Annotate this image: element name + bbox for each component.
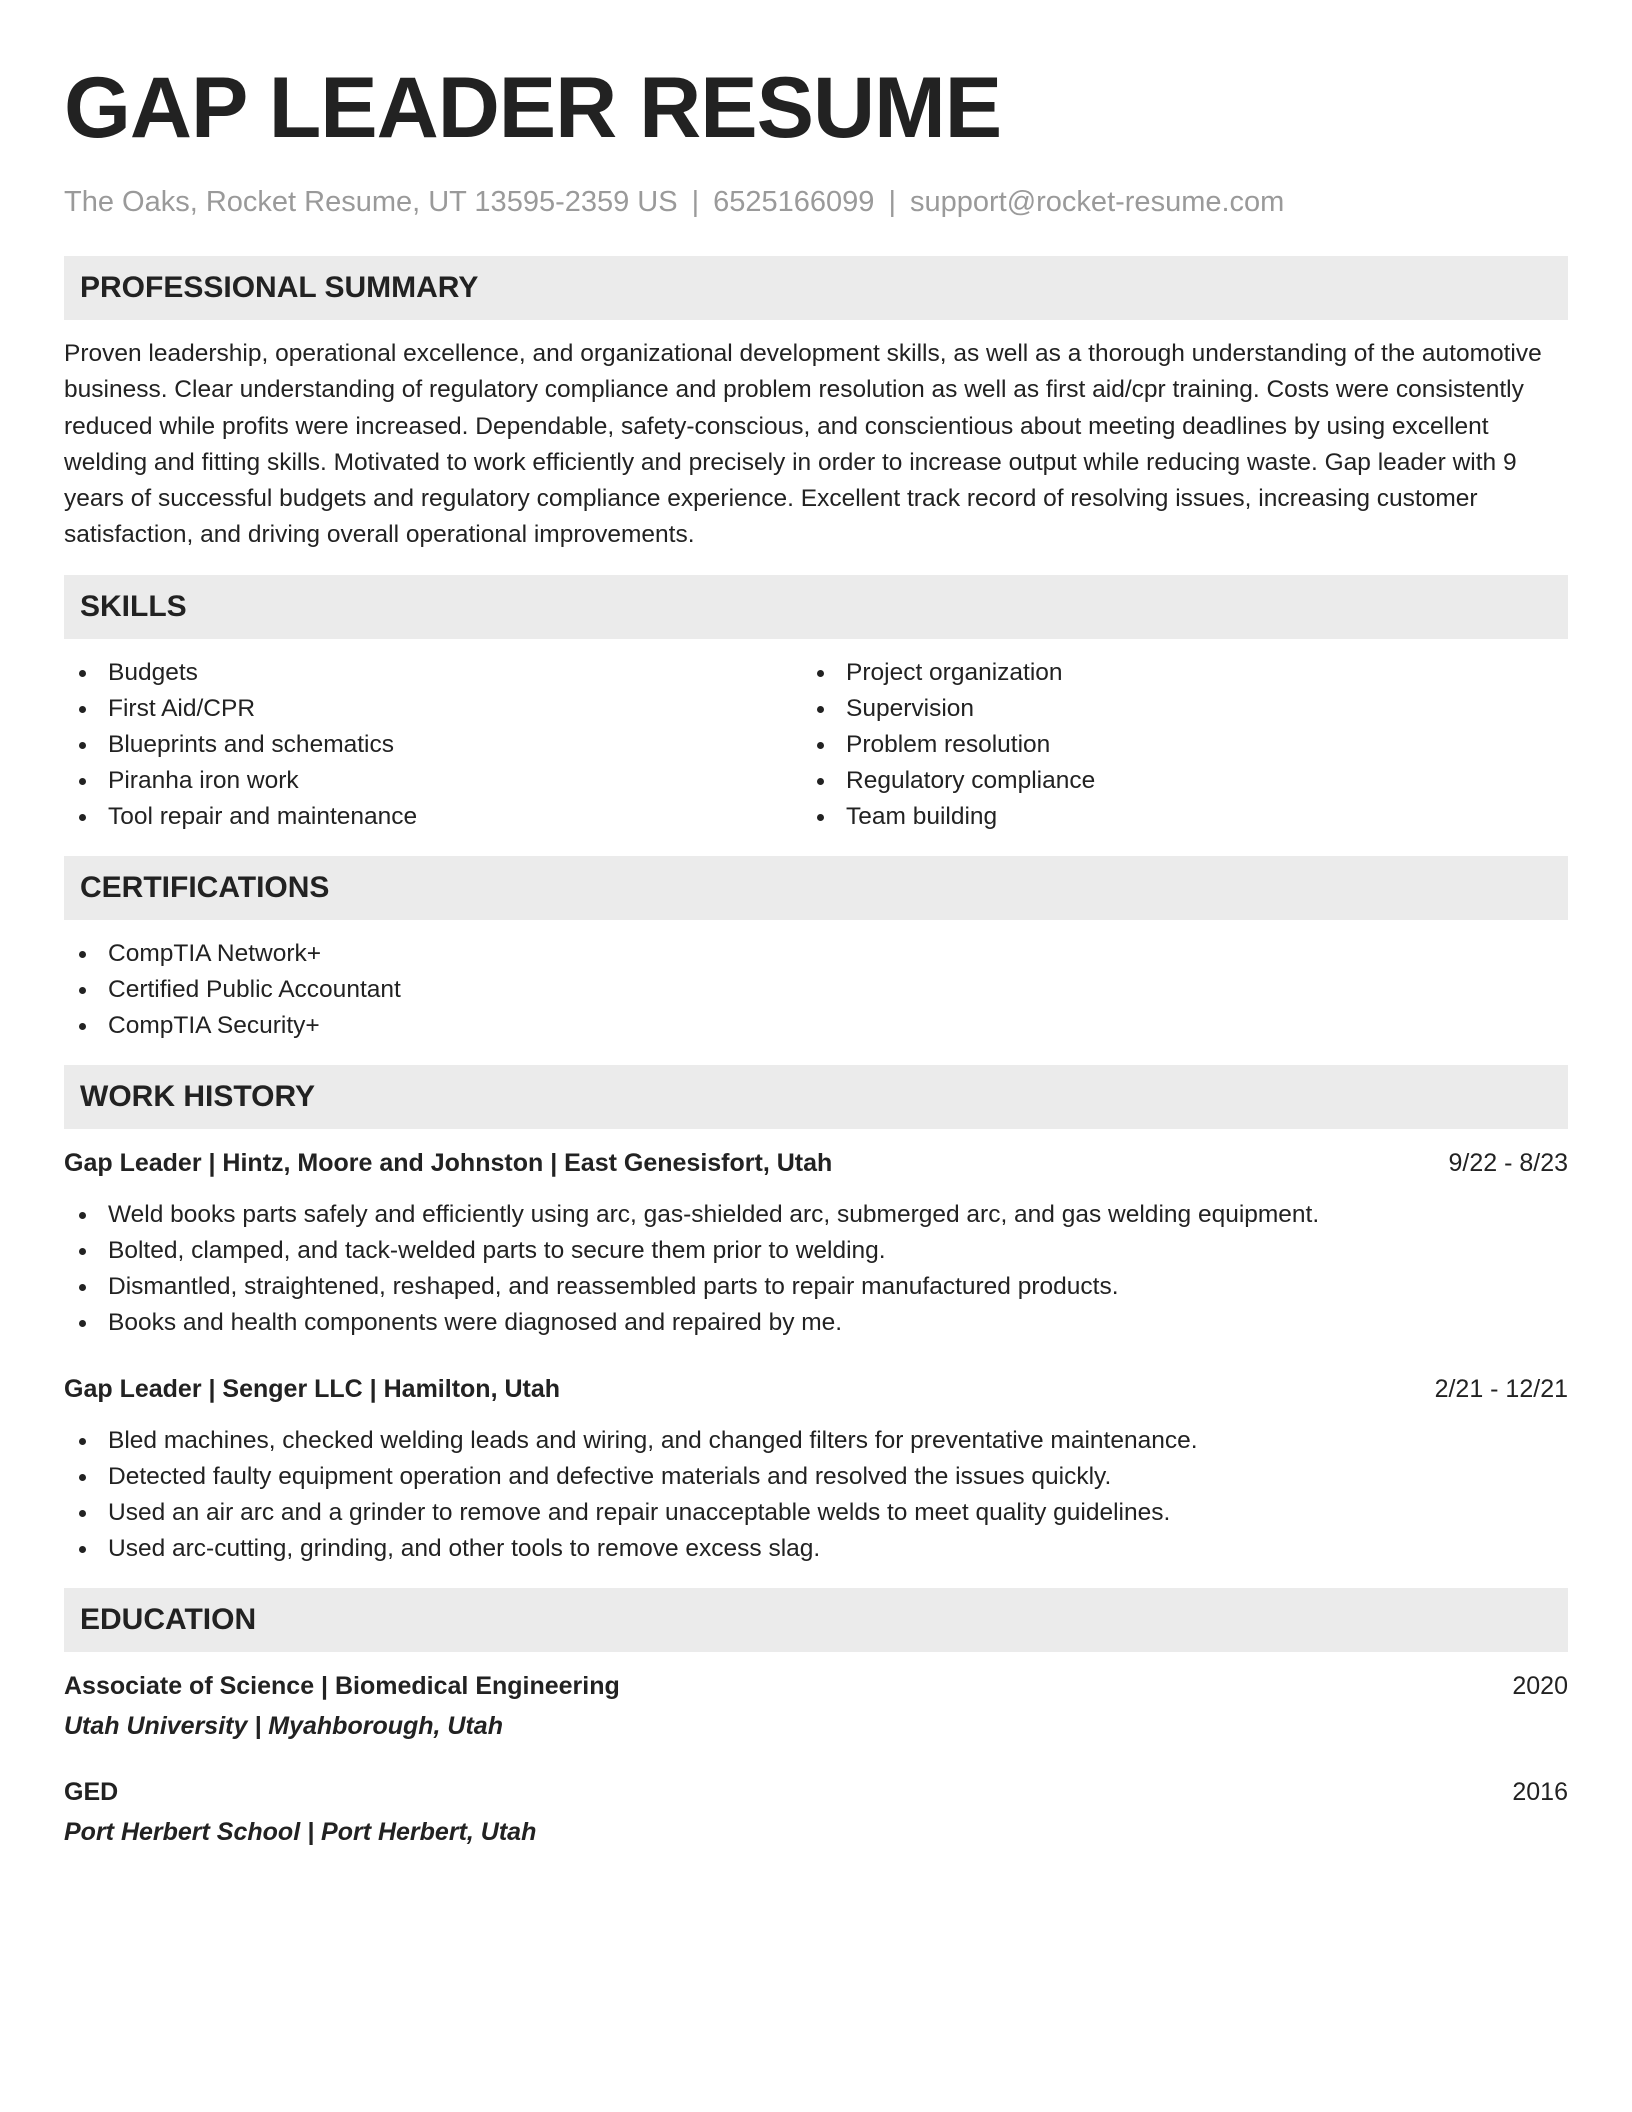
job-title: Gap Leader | Hintz, Moore and Johnston | East Genesisfort, Utah	[64, 1148, 833, 1177]
contact-line	[64, 184, 1568, 220]
education-header	[64, 1774, 1568, 1810]
job-duty-item: Bled machines, checked welding leads and wiring, and changed filters for preventative maintenance.	[64, 1423, 1568, 1459]
contact-address: The Oaks, Rocket Resume, UT 13595-2359 US	[64, 186, 678, 218]
skill-item: Supervision	[802, 691, 1540, 727]
work-history-heading: WORK HISTORY	[64, 1065, 1568, 1129]
job-title: Gap Leader | Senger LLC | Hamilton, Utah	[64, 1374, 561, 1403]
summary-heading: PROFESSIONAL SUMMARY	[64, 256, 1568, 320]
job-duty-item: Detected faulty equipment operation and defective materials and resolved the issues quickly.	[64, 1459, 1568, 1495]
skills-column-left	[64, 655, 802, 835]
education-school: Port Herbert School | Port Herbert, Utah	[64, 1817, 537, 1846]
job-duties-list	[64, 1423, 1568, 1567]
skills-column-right	[802, 655, 1540, 835]
job-duty-item: Weld books parts safely and efficiently using arc, gas-shielded arc, submerged arc, and gas welding equipment.	[64, 1197, 1568, 1233]
contact-separator: |	[888, 186, 896, 218]
job-dates: 2/21 - 12/21	[1434, 1374, 1568, 1403]
skill-item: First Aid/CPR	[64, 691, 802, 727]
certification-item: Certified Public Accountant	[64, 972, 1568, 1008]
contact-phone: 6525166099	[713, 186, 875, 218]
education-degree: GED	[64, 1777, 119, 1806]
job-duty-item: Books and health components were diagnosed and repaired by me.	[64, 1305, 1568, 1341]
resume-title: GAP LEADER RESUME	[64, 60, 1002, 156]
job-entry	[64, 1371, 1568, 1567]
education-year: 2016	[1512, 1777, 1568, 1806]
certifications-heading: CERTIFICATIONS	[64, 856, 1568, 920]
education-degree: Associate of Science | Biomedical Engineering	[64, 1671, 620, 1700]
skill-item: Regulatory compliance	[802, 763, 1540, 799]
job-dates: 9/22 - 8/23	[1448, 1148, 1568, 1177]
skill-item: Team building	[802, 799, 1540, 835]
education-entry	[64, 1668, 1568, 1744]
education-header	[64, 1668, 1568, 1704]
certification-item: CompTIA Network+	[64, 936, 1568, 972]
skill-item: Piranha iron work	[64, 763, 802, 799]
certifications-list	[64, 936, 1568, 1044]
job-duty-item: Dismantled, straightened, reshaped, and reassembled parts to repair manufactured products.	[64, 1269, 1568, 1305]
education-year: 2020	[1512, 1671, 1568, 1700]
contact-email: support@rocket-resume.com	[909, 186, 1285, 218]
job-header	[64, 1145, 1568, 1181]
job-entry	[64, 1145, 1568, 1341]
job-duties-list	[64, 1197, 1568, 1341]
job-duty-item: Bolted, clamped, and tack-welded parts to secure them prior to welding.	[64, 1233, 1568, 1269]
contact-separator: |	[691, 186, 700, 218]
skill-item: Budgets	[64, 655, 802, 691]
job-duty-item: Used an air arc and a grinder to remove and repair unacceptable welds to meet quality guidelines.	[64, 1495, 1568, 1531]
education-entry	[64, 1774, 1568, 1850]
job-header	[64, 1371, 1568, 1407]
education-school: Utah University | Myahborough, Utah	[64, 1711, 503, 1740]
skill-item: Problem resolution	[802, 727, 1540, 763]
skills-list	[64, 655, 1568, 835]
education-heading: EDUCATION	[64, 1588, 1568, 1652]
skill-item: Project organization	[802, 655, 1540, 691]
job-duty-item: Used arc-cutting, grinding, and other tools to remove excess slag.	[64, 1531, 1568, 1567]
summary-text: Proven leadership, operational excellence, and organizational development skills, as well as a thorough understanding of the automotive business. Clear understanding of regulatory compliance and problem resolution as well as first aid/cpr training. Costs were consistently reduced while profits were increased. Dependable, safety-conscious, and conscientious about meeting deadlines by using excellent welding and fitting skills. Motivated to work efficiently and precisely in order to increase output while reducing waste. Gap leader with 9 years of successful budgets and regulatory compliance experience. Excellent track record of resolving issues, increasing customer satisfaction, and driving overall operational improvements.	[64, 340, 1542, 549]
skills-heading: SKILLS	[64, 575, 1568, 639]
certification-item: CompTIA Security+	[64, 1008, 1568, 1044]
skill-item: Tool repair and maintenance	[64, 799, 802, 835]
skill-item: Blueprints and schematics	[64, 727, 802, 763]
